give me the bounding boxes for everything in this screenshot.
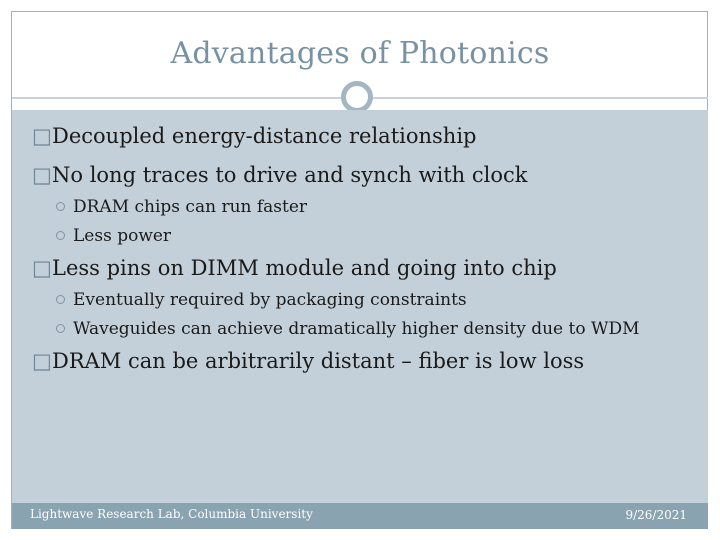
bullet-no-long-traces bbox=[32, 163, 527, 187]
subbullet-text: Less power bbox=[73, 226, 172, 246]
square-bullet-icon: □ bbox=[32, 349, 52, 373]
circle-ornament-icon bbox=[341, 81, 373, 113]
square-bullet-icon: □ bbox=[32, 163, 52, 187]
ring-bullet-icon bbox=[56, 202, 65, 211]
bullet-text: DRAM can be arbitrarily distant – fiber is low loss bbox=[52, 349, 585, 373]
bullet-text: No long traces to drive and synch with clock bbox=[52, 163, 528, 187]
subbullet-text: Eventually required by packaging constraints bbox=[73, 290, 467, 310]
ring-bullet-icon bbox=[56, 324, 65, 333]
bullet-less-pins bbox=[32, 256, 557, 280]
footer-affiliation: Lightwave Research Lab, Columbia University bbox=[30, 507, 313, 521]
ring-bullet-icon bbox=[56, 231, 65, 240]
bullet-decoupled-energy bbox=[32, 124, 477, 148]
bullet-text: Less pins on DIMM module and going into chip bbox=[52, 256, 557, 280]
ring-bullet-icon bbox=[56, 295, 65, 304]
slide-title: Advantages of Photonics bbox=[170, 36, 550, 71]
subbullet-packaging bbox=[56, 290, 467, 310]
subbullet-less-power bbox=[56, 226, 171, 246]
subbullet-text: Waveguides can achieve dramatically higher density due to WDM bbox=[73, 319, 640, 339]
square-bullet-icon: □ bbox=[32, 124, 52, 148]
bullet-text: Decoupled energy-distance relationship bbox=[52, 124, 477, 148]
subbullet-dram-faster bbox=[56, 197, 307, 217]
square-bullet-icon: □ bbox=[32, 256, 52, 280]
subbullet-waveguides bbox=[56, 319, 640, 339]
footer-date: 9/26/2021 bbox=[625, 508, 687, 522]
bullet-dram-distant bbox=[32, 349, 584, 373]
subbullet-text: DRAM chips can run faster bbox=[73, 197, 308, 217]
